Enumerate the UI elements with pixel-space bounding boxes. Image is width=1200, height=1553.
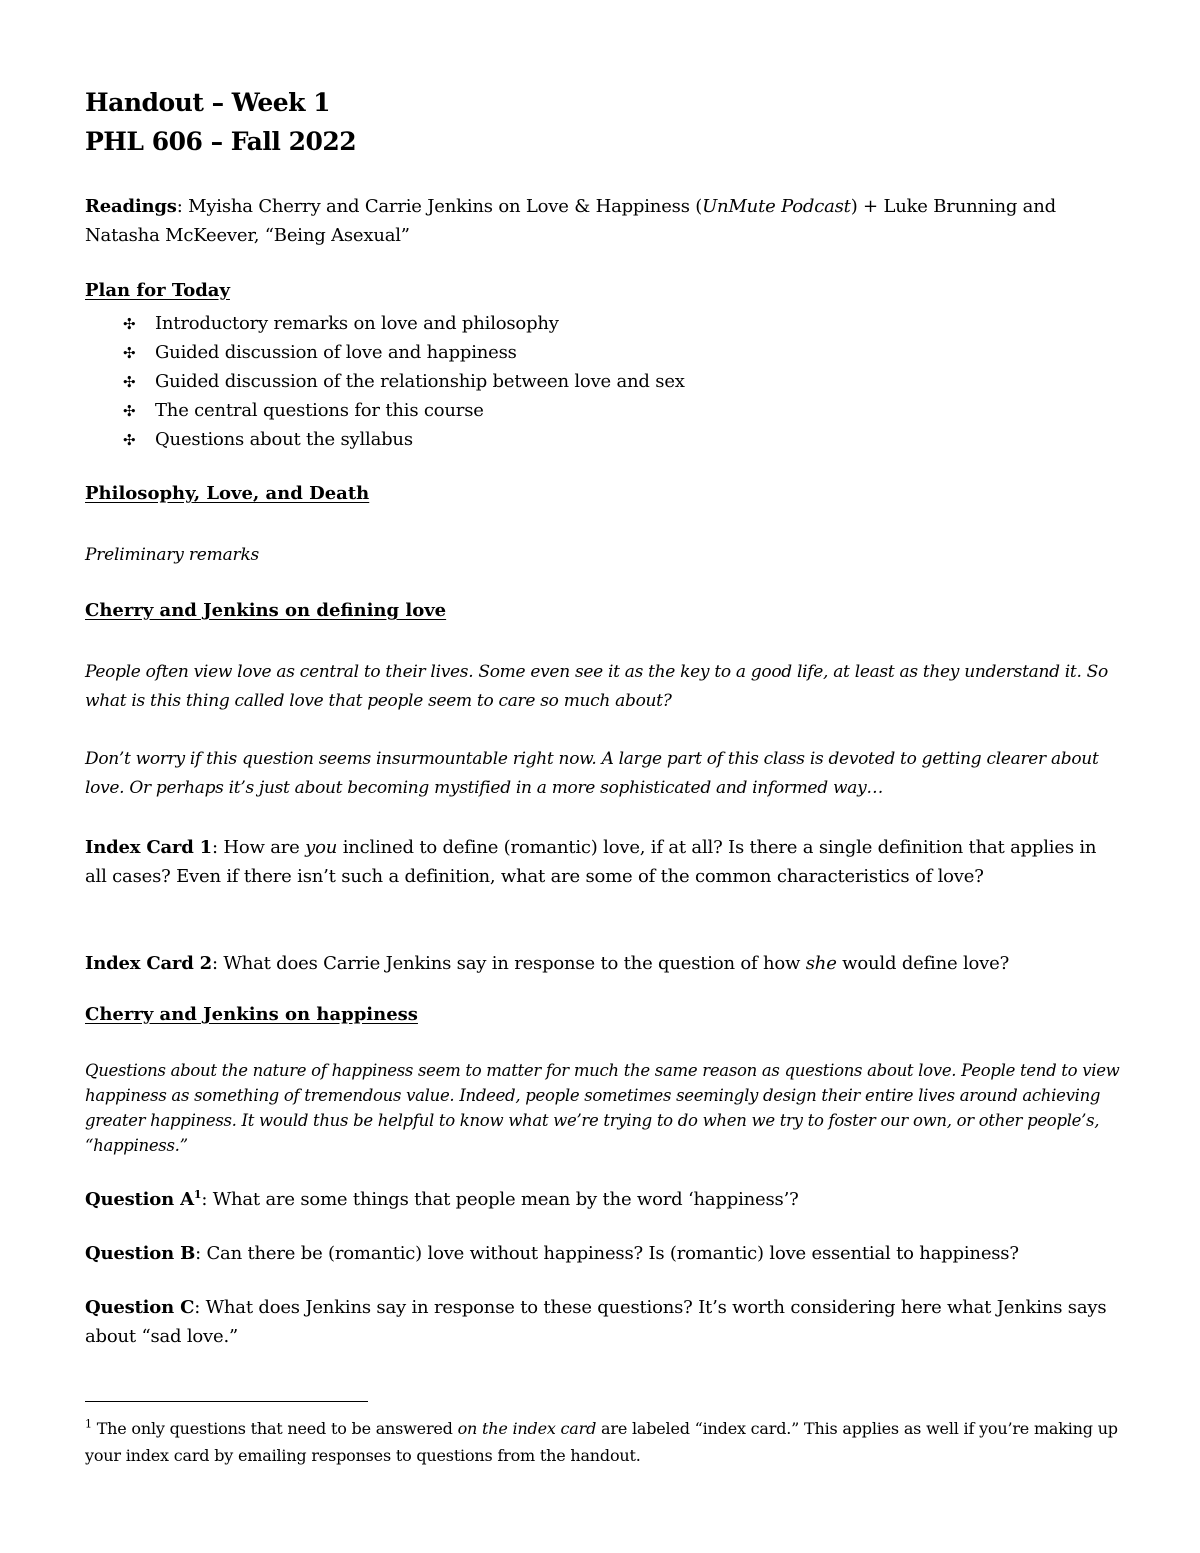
readings-label: Readings (85, 196, 177, 217)
plan-item-text: Introductory remarks on love and philosophy (155, 313, 559, 334)
footnote-text-after: are labeled “index card.” This applies as well if you’re making up your index card by emailing responses to questions from the handout. (85, 1419, 1118, 1465)
list-item (123, 367, 685, 396)
index-card-1-text-before: : How are (212, 837, 306, 858)
question-a-text: : What are some things that people mean by the word ‘happiness’? (201, 1189, 799, 1210)
section-heading-philosophy: Philosophy, Love, and Death (85, 483, 370, 504)
index-card-1 (85, 833, 1120, 891)
plan-heading: Plan for Today (85, 280, 230, 301)
footnote-emphasis: on the index card (457, 1419, 597, 1438)
preliminary-remarks: Preliminary remarks (85, 545, 260, 565)
question-c-text: : What does Jenkins say in response to these questions? It’s worth considering here what Jenkins says about “sad love.” (85, 1297, 1107, 1347)
section-heading-defining-love: Cherry and Jenkins on defining love (85, 600, 447, 621)
handout-title: Handout – Week 1 (85, 88, 331, 117)
question-a-label: Question A (85, 1189, 194, 1210)
footnote-text-before: The only questions that need to be answered (91, 1419, 458, 1438)
readings-podcast-title: UnMute Podcast (702, 196, 851, 217)
question-b (85, 1239, 1120, 1268)
question-a (85, 1185, 1120, 1214)
defining-love-paragraph-1: People often view love as central to their lives. Some even see it as the key to a good life, at least as they understand it. So what is this thing called love that people seem to care so much about? (85, 662, 1108, 711)
index-card-2-text-after: would define love? (836, 953, 1010, 974)
bullet-icon: ✣ (123, 315, 136, 333)
plan-item-text: Guided discussion of the relationship between love and sex (155, 371, 685, 392)
plan-item-text: The central questions for this course (155, 400, 484, 421)
footnote (85, 1415, 1120, 1469)
list-item (123, 396, 685, 425)
list-item (123, 309, 685, 338)
index-card-2 (85, 949, 1120, 978)
readings-text-after: ) + Luke Brunning and Natasha McKeever, “Being Asexual” (85, 196, 1056, 246)
readings-text-before: : Myisha Cherry and Carrie Jenkins on Love & Happiness ( (176, 196, 703, 217)
footnote-number: 1 (85, 1417, 92, 1431)
list-item (123, 425, 685, 454)
footnote-divider (85, 1401, 368, 1402)
bullet-icon: ✣ (123, 344, 136, 362)
index-card-1-text-after: inclined to define (romantic) love, if at all? Is there a single definition that applies in all cases? Even if there isn’t such a definition, what are some of the common characteristics of love? (85, 837, 1097, 887)
index-card-1-label: Index Card 1 (85, 837, 212, 858)
question-b-label: Question B (85, 1243, 196, 1264)
list-item (123, 338, 685, 367)
plan-item-text: Guided discussion of love and happiness (155, 342, 517, 363)
section-heading-happiness: Cherry and Jenkins on happiness (85, 1004, 418, 1025)
bullet-icon: ✣ (123, 402, 136, 420)
question-c-label: Question C (85, 1297, 195, 1318)
question-c (85, 1293, 1120, 1351)
plan-list (123, 309, 685, 454)
index-card-2-label: Index Card 2 (85, 953, 212, 974)
bullet-icon: ✣ (123, 373, 136, 391)
index-card-2-text-before: : What does Carrie Jenkins say in response to the question of how (212, 953, 806, 974)
question-b-text: : Can there be (romantic) love without happiness? Is (romantic) love essential to happiness? (195, 1243, 1019, 1264)
course-title: PHL 606 – Fall 2022 (85, 127, 357, 156)
happiness-paragraph: Questions about the nature of happiness seem to matter for much the same reason as questions about love. People tend to view happiness as something of tremendous value. Indeed, people sometimes seemingly design their entire lives around achieving greater happiness. It would thus be helpful to know what we’re trying to do when we try to foster our own, or other people’s, “happiness.” (85, 1061, 1120, 1155)
bullet-icon: ✣ (123, 431, 136, 449)
plan-item-text: Questions about the syllabus (155, 429, 413, 450)
index-card-2-emphasis: she (805, 953, 837, 974)
index-card-1-emphasis: you (305, 837, 338, 858)
defining-love-paragraph-2: Don’t worry if this question seems insurmountable right now. A large part of this class is devoted to getting clearer about love. Or perhaps it’s just about becoming mystified in a more sophisticated and informed way… (85, 749, 1099, 798)
footnote-marker: 1 (193, 1188, 202, 1201)
readings-paragraph (85, 192, 1120, 250)
